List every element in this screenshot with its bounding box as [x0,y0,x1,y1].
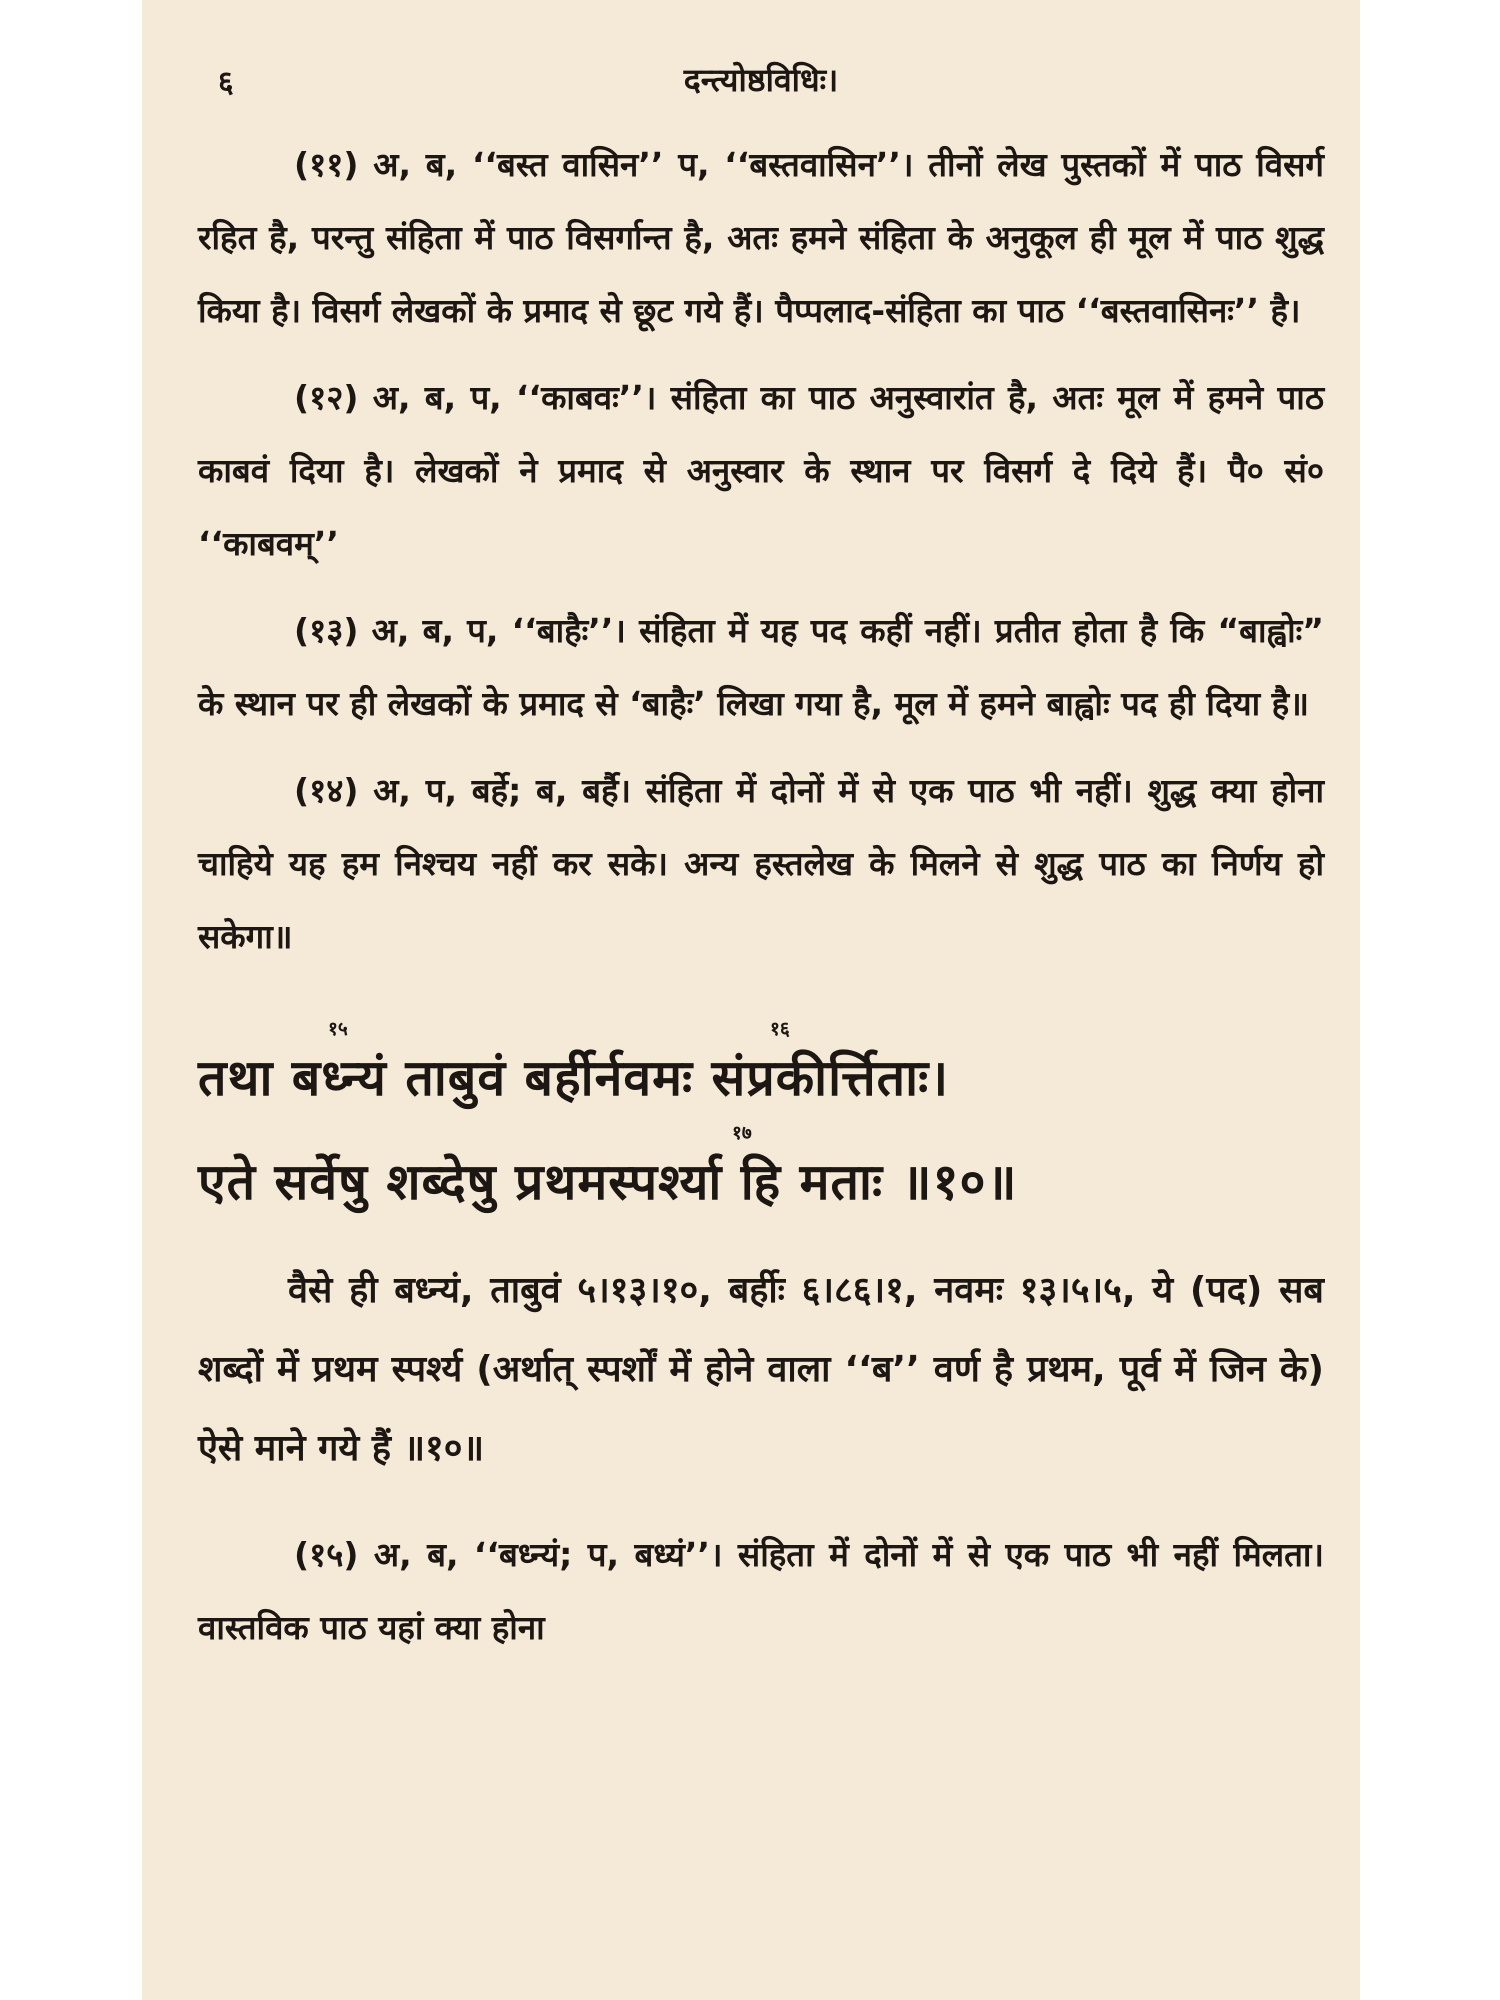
footnote-15: (१५) अ, ब, ‘‘बध्न्यं; प, बध्यं’’। संहिता में दोनों में से एक पाठ भी नहीं मिलता। वास्तविक पाठ यहां क्या होना [198,1535,1324,1647]
running-title: दन्त्योष्ठविधिः। [683,61,839,99]
footnote-13: (१३) अ, ब, प, ‘‘बाहैः’’। संहिता में यह पद कहीं नहीं। प्रतीत होता है कि “बाह्वोः” के स्थान पर ही लेखकों के प्रमाद से ‘बाहैः’ लिखा गया है, मूल में हमने बाह्वोः पद ही दिया है॥ [198,611,1324,723]
page-number: ६ [218,65,234,100]
verse-line-1: तथा बध्न्यं ताबुवं बर्हीर्नवमः संप्रकीर्त्तिताः। [198,1049,950,1107]
verse-line-1-markers [198,1013,1324,1039]
footnote-marker: १६ [770,1018,790,1040]
page-header [198,40,1324,110]
footnote-14: (१४) अ, प, बर्हे; ब, बर्है। संहिता में दोनों में से एक पाठ भी नहीं। शुद्ध क्या होना चाहिये यह हम निश्चय नहीं कर सके। अन्य हस्तलेख के मिलने से शुद्ध पाठ का निर्णय हो सकेगा॥ [198,771,1324,956]
footnote-11: (११) अ, ब, ‘‘बस्त वासिन’’ प, ‘‘बस्तवासिन’’। तीनों लेख पुस्तकों में पाठ विसर्ग रहित है, परन्तु संहिता में पाठ विसर्गान्त है, अतः हमने संहिता के अनुकूल ही मूल में पाठ शुद्ध किया है। विसर्ग लेखकों के प्रमाद से छूट गये हैं। पैप्पलाद-संहिता का पाठ ‘‘बस्तवासिनः’’ है। [198,145,1324,330]
book-page [142,0,1360,2000]
hindi-translation: वैसे ही बध्न्यं, ताबुवं ५।१३।१०, बर्हीः ६।८६।१, नवमः १३।५।५, ये (पद) सब शब्दों में प्रथम स्पर्श्य (अर्थात् स्पर्शों में होने वाला ‘‘ब’’ वर्ण है प्रथम, पूर्व में जिन के) ऐसे माने गये हैं ॥१०॥ [198,1270,1324,1469]
footnote-marker: १७ [732,1122,752,1144]
footnote-12: (१२) अ, ब, प, ‘‘काबवः’’। संहिता का पाठ अनुस्वारांत है, अतः मूल में हमने पाठ काबवं दिया है। लेखकों ने प्रमाद से अनुस्वार के स्थान पर विसर्ग दे दिये हैं। पै० सं० ‘‘काबवम्’’ [198,378,1324,563]
sanskrit-verse [198,1013,1324,1221]
verse-line-2: एते सर्वेषु शब्देषु प्रथमस्पर्श्या हि मताः ॥१०॥ [198,1153,1018,1211]
footnote-marker: १५ [328,1018,348,1040]
verse-line-2-markers [198,1117,1324,1143]
